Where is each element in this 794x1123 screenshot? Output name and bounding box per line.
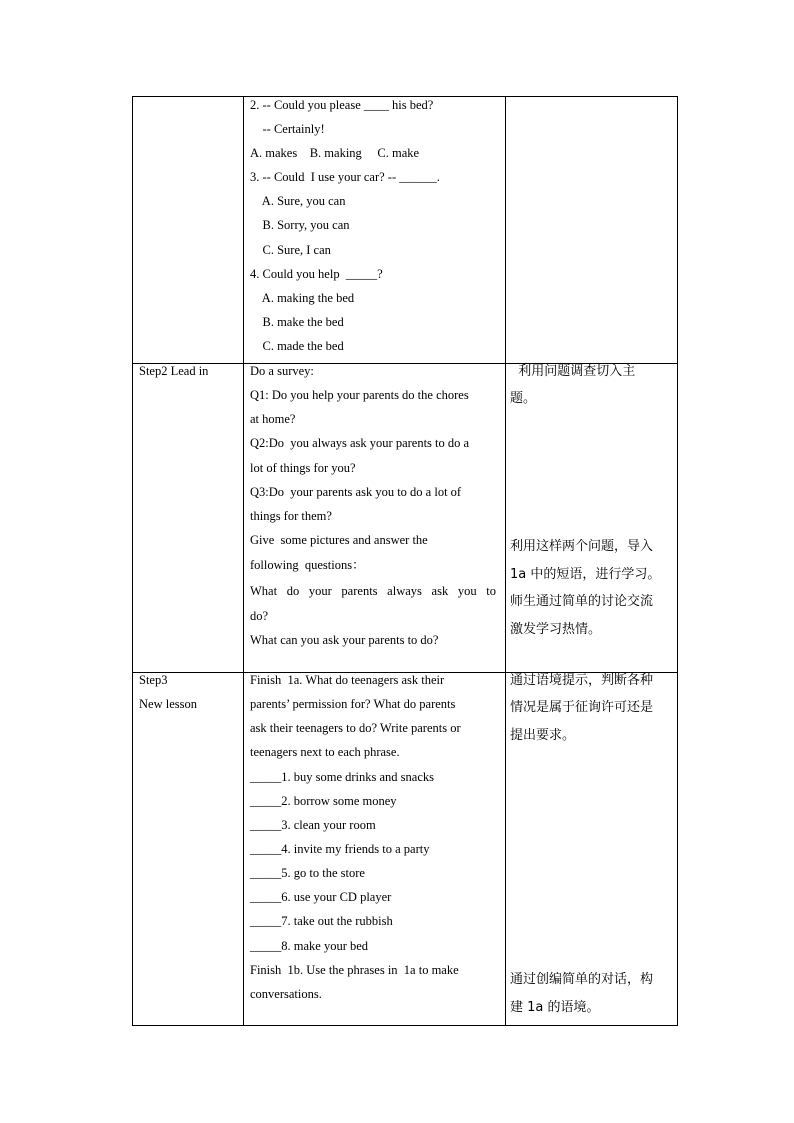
note-line: 通过创编简单的对话，构 [510,972,654,987]
content-line: C. Sure, I can [250,243,331,257]
content-line: _____8. make your bed [250,939,369,953]
content-line: do? [250,609,269,623]
content-line: _____7. take out the rubbish [250,914,393,928]
content-line: _____3. clean your room [250,818,376,832]
content-line: _____5. go to the store [250,866,365,880]
content-line: teenagers next to each phrase. [250,745,400,759]
content-line: lot of things for you? [250,461,356,475]
content-line: B. make the bed [250,315,344,329]
content-line: Q3:Do your parents ask you to do a lot of [250,485,462,499]
note-line: 通过语境提示，判断各种 [510,673,654,688]
content-line: at home? [250,412,296,426]
content-line: -- Certainly! [250,122,325,136]
content-line: Finish 1b. Use the phrases in 1a to make [250,963,459,977]
content-line: 3. -- Could I use your car? -- ______. [250,170,440,184]
lesson-plan-table [132,96,678,1026]
column-divider [505,97,506,1025]
column-divider [243,97,244,1025]
content-line: What can you ask your parents to do? [250,633,439,647]
content-line: _____6. use your CD player [250,890,392,904]
note-line: 1a 中的短语，进行学习。 [510,567,661,582]
step-label: New lesson [139,697,197,711]
note-line: 建 1a 的语境。 [510,1000,600,1015]
content-line: 2. -- Could you please ____ his bed? [250,98,434,112]
note-line: 提出要求。 [510,728,576,743]
note-line: 题。 [510,391,537,406]
content-line: ask their teenagers to do? Write parents or [250,721,461,735]
content-line: parents’ permission for? What do parents [250,697,456,711]
content-line: things for them? [250,509,332,523]
content-line: Q2:Do you always ask your parents to do a [250,436,470,450]
content-line: Finish 1a. What do teenagers ask their [250,673,445,687]
note-line: 师生通过简单的讨论交流 [510,594,654,609]
content-line: _____2. borrow some money [250,794,397,808]
content-line: A. Sure, you can [250,194,346,208]
content-line: _____4. invite my friends to a party [250,842,430,856]
content-line: Do a survey: [250,364,314,378]
content-line: following questions： [250,558,365,572]
note-line: 利用这样两个问题，导入 [510,539,654,554]
step-label: Step3 [139,673,168,687]
content-line: conversations. [250,987,322,1001]
content-line: Q1: Do you help your parents do the chores [250,388,469,402]
step-label: Step2 Lead in [139,364,209,378]
note-line: 利用问题调查切入主 [510,364,636,379]
content-line: B. Sorry, you can [250,218,350,232]
note-line: 激发学习热情。 [510,622,602,637]
content-line: 4. Could you help _____? [250,267,383,281]
note-line: 情况是属于征询许可还是 [510,700,654,715]
content-line: C. made the bed [250,339,344,353]
content-line: Give some pictures and answer the [250,533,428,547]
content-line: What do your parents always ask you to [250,584,496,598]
content-line: A. making the bed [250,291,355,305]
content-line: _____1. buy some drinks and snacks [250,770,435,784]
content-line: A. makes B. making C. make [250,146,420,160]
